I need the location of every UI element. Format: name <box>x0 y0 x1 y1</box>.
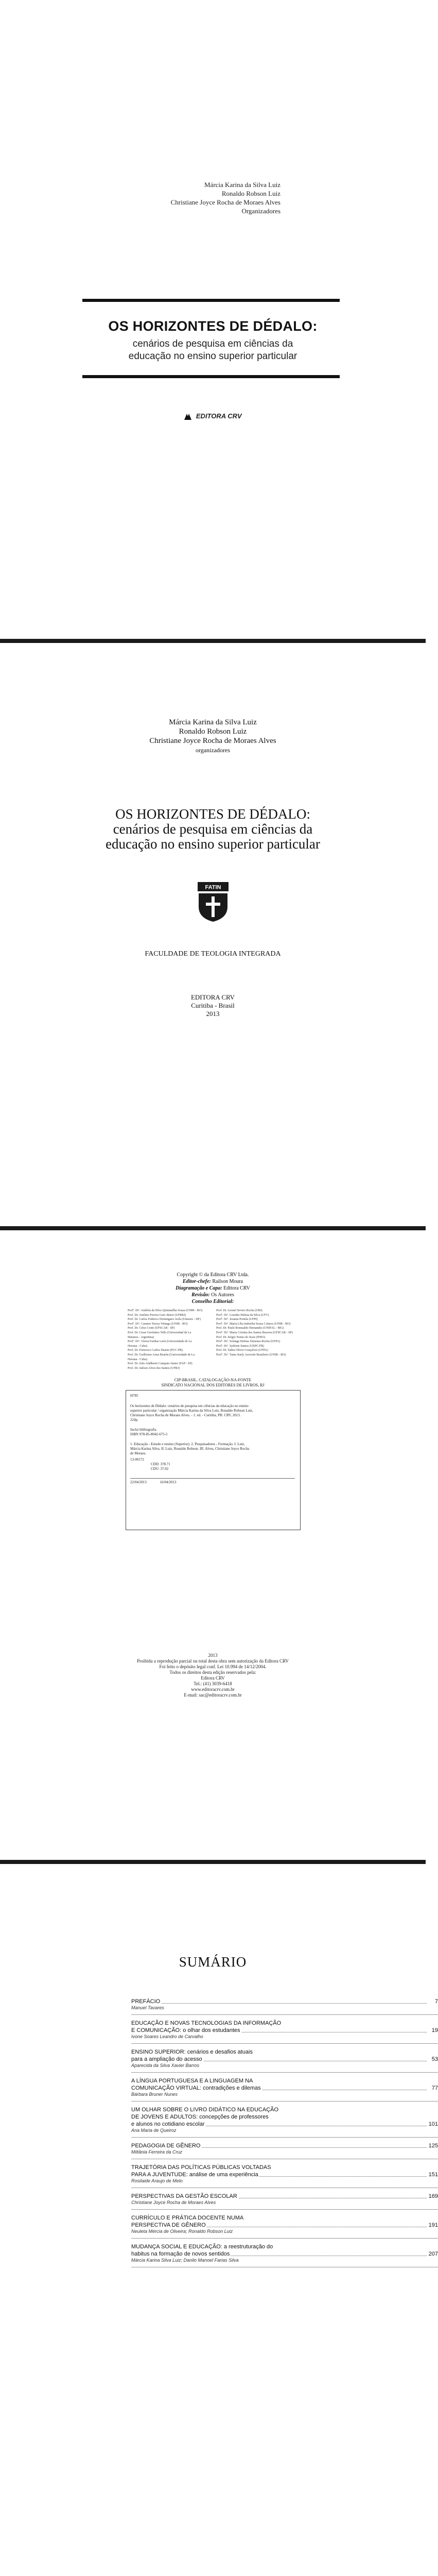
toc-entry-ensino-superior <box>131 2048 438 2069</box>
cip-subjects <box>130 1442 249 1456</box>
title-page-title <box>0 807 426 852</box>
toc-title: habitus na formação de novos sentidos <box>131 2251 230 2257</box>
toc-line <box>131 2048 438 2056</box>
footer-phone: Tel.: (41) 3039-6418 <box>194 1681 232 1686</box>
toc-separator <box>131 2209 438 2210</box>
board-member: Profª. Drª. Solange Helena Ximenes-Rocha (UFPA) <box>216 1340 281 1344</box>
board-member: Profª. Drª. Andréia da Silva Quintanilha Sousa (UNIR - RO) <box>128 1309 203 1312</box>
board-member: Profª. Drª. Tania Suely Azevedo Brasileiro (UNIR - RO) <box>216 1353 286 1357</box>
toc-title: DE JOVENS E ADULTOS: concepções de professores <box>131 2114 269 2120</box>
editorial-board-left <box>128 1309 213 1370</box>
fatin-logo-icon <box>198 882 229 922</box>
toc-entry-prefacio <box>131 1998 438 2011</box>
toc-author: Bárbara Bruner Nunes <box>131 2092 178 2097</box>
toc-page: 207 <box>428 2251 438 2257</box>
toc-title: EDUCAÇÃO E NOVAS TECNOLOGIAS DA INFORMAÇÃO <box>131 2020 282 2026</box>
toc-title: UM OLHAR SOBRE O LIVRO DIDÁTICO NA EDUCAÇÃO <box>131 2107 279 2113</box>
toc-author: Miltânia Ferreira da Cruz <box>131 2149 183 2155</box>
toc-line <box>131 2084 438 2092</box>
board-member: Profª. Drª. Josania Portela (UFPI) <box>216 1318 258 1321</box>
board-member: Matanza - Argentina) <box>128 1335 154 1339</box>
toc-title: CURRÍCULO E PRÁTICA DOCENTE NUMA <box>131 2215 244 2221</box>
toc-line <box>131 2243 438 2250</box>
toc-title: para a ampliação do acesso <box>131 2056 202 2062</box>
toc-page: 169 <box>428 2193 438 2199</box>
footer-reserved: Todos os direitos desta edição reservados pela: <box>169 1670 256 1675</box>
toc-entry-politicas-publicas <box>131 2164 438 2184</box>
toc-line <box>131 2113 438 2121</box>
toc-separator <box>131 2137 438 2138</box>
footer-deposit: Foi feito o depósito legal conf. Lei 10.994 de 14/12/2004. <box>159 1664 267 1669</box>
toc-line <box>131 2222 438 2229</box>
toc-title: E COMUNICAÇÃO: o olhar dos estudantes <box>131 2027 240 2033</box>
title-page-author-3: Christiane Joyce Rocha de Moraes Alves <box>149 737 276 745</box>
footer-website: www.editoracrv.com.br <box>191 1687 235 1692</box>
footer-publisher: Editora CRV <box>201 1675 225 1681</box>
editor-chief-label: Editor-chefe: <box>182 1279 211 1284</box>
copyright-footer <box>0 1653 426 1698</box>
board-member: Prof. Dr. Leonel Severo Rocha (URI) <box>216 1309 262 1312</box>
toc-line <box>131 2121 438 2128</box>
cip-subjects-line: de Moraes. <box>130 1451 147 1455</box>
cip-cdd-line: CDU: 37.02 <box>151 1467 169 1471</box>
cip-body-line: 224p. <box>130 1418 138 1422</box>
title-page-authors <box>0 718 426 755</box>
cover-page <box>0 0 426 639</box>
toc-line <box>131 2193 438 2200</box>
cover-subtitle <box>0 338 426 363</box>
board-member: Profª. Drª. Gloria Fariñas León (Universidade de La <box>128 1340 192 1344</box>
toc-line <box>131 2214 438 2222</box>
board-member: Prof. Dr. Paulo Romualdo Hernandes (UNIFAL - MG) <box>216 1327 284 1330</box>
toc-line <box>131 1998 438 2005</box>
toc-author: Ivone Soares Leandro de Carvalho <box>131 2034 203 2039</box>
cip-header-line-2: SINDICATO NACIONAL DOS EDITORES DE LIVROS, RJ <box>161 1383 265 1387</box>
editorial-board-right <box>216 1309 302 1358</box>
toc-separator <box>131 2101 438 2102</box>
toc-title: PERSPECTIVAS DA GESTÃO ESCOLAR <box>131 2193 237 2199</box>
toc-title: A LÍNGUA PORTUGUESA E A LINGUAGEM NA <box>131 2078 253 2084</box>
publisher-logo-icon <box>184 413 192 420</box>
board-member: Profª. Drª. Maria Cristina dos Santos Bezerra (UFSCAR - SP) <box>216 1331 293 1334</box>
cip-date-1: 22/04/2013 <box>130 1480 147 1484</box>
cip-code: H785 <box>130 1394 138 1398</box>
toc-title: MUDANÇA SOCIAL E EDUCAÇÃO: a reestruturação do <box>131 2244 273 2250</box>
toc-title: TRAJETÓRIA DAS POLÍTICAS PÚBLICAS VOLTADAS <box>131 2164 271 2171</box>
cip-body-line: Christiane Joyce Rocha de Moraes Alves. - 1. ed. - Curitiba, PR: CRV, 2013. <box>130 1413 241 1417</box>
toc-entry-educacao-tecnologias <box>131 2020 438 2040</box>
cip-isbn <box>130 1428 168 1437</box>
title-page-publisher: EDITORA CRV <box>190 993 235 1001</box>
cover-editor-1: Márcia Karina da Silva Luiz <box>204 181 281 189</box>
copyright-line: Copyright © da Editora CRV Ltda. <box>177 1272 249 1278</box>
page-divider-1 <box>0 639 426 643</box>
title-page-title-line-2: cenários de pesquisa em ciências da <box>113 821 313 837</box>
editor-chief-row <box>0 1278 426 1285</box>
title-page-imprint <box>0 993 426 1018</box>
board-member: Prof. Dr. Sérgio Nunes de Jesus (IFRO) <box>216 1335 266 1339</box>
board-member: Prof. Dr. João Adalberto Campato Junior (FAP - SP) <box>128 1362 192 1366</box>
copyright-header <box>0 1272 426 1305</box>
toc-separator <box>131 2043 438 2044</box>
toc-line <box>131 2164 438 2171</box>
board-member: Profª. Drª. Sydione Santos (UEPG PR) <box>216 1344 265 1348</box>
cip-isbn-line: Inclui bibliografia <box>130 1428 156 1432</box>
toc-line <box>131 2142 438 2149</box>
toc-title: ENSINO SUPERIOR: cenários e desafios atuais <box>131 2049 253 2055</box>
cover-editor-2: Ronaldo Robson Luiz <box>221 190 281 197</box>
cover-subtitle-line-1: cenários de pesquisa em ciências da <box>132 338 293 349</box>
toc-title: COMUNICAÇÃO VIRTUAL: contradições e dilemas <box>131 2085 261 2091</box>
page-divider-2 <box>0 1226 426 1230</box>
toc-author: Neuleta Mércia de Oliveira; Ronaldo Robson Luiz <box>131 2229 233 2234</box>
toc-line <box>131 2020 438 2027</box>
cover-editor-3: Christiane Joyce Rocha de Moraes Alves <box>170 198 281 206</box>
toc-title: PERSPECTIVA DE GÊNERO <box>131 2222 206 2228</box>
toc-author: Rosilaide Araujo de Melo <box>131 2178 183 2183</box>
toc-author: Manuel Tavares <box>131 2005 164 2010</box>
cover-publisher <box>0 412 426 420</box>
title-page-author-2: Ronaldo Robson Luiz <box>179 727 247 736</box>
board-member: Havana - Cuba) <box>128 1344 147 1348</box>
cover-subtitle-line-2: educação no ensino superior particular <box>128 351 297 362</box>
toc-separator <box>131 2072 438 2073</box>
toc-title: e alunos no cotidiano escolar <box>131 2121 205 2127</box>
review-label: Revisão: <box>191 1292 210 1298</box>
toc-entry-pedagogia-genero <box>131 2142 438 2155</box>
toc-entry-lingua-portuguesa <box>131 2077 438 2097</box>
toc-entry-curriculo <box>131 2214 438 2234</box>
board-member: Prof. Dr. Jailson Alves dos Santos (UFRJ) <box>128 1366 180 1370</box>
cip-body-line: superior particular / organização Márcia Karina da Silva Luiz, Ronaldo Robson Luiz, <box>130 1409 253 1413</box>
cip-isbn-line: ISBN 978-85-8042-675-5 <box>130 1432 168 1436</box>
review-row <box>0 1292 426 1298</box>
design-row <box>0 1285 426 1292</box>
cover-editors <box>171 180 281 215</box>
toc-title: PREFÁCIO <box>131 1998 161 2005</box>
toc-line <box>131 2171 438 2178</box>
toc-page: 7 <box>434 1998 438 2005</box>
toc-line <box>131 2250 438 2258</box>
cover-title: OS HORIZONTES DE DÉDALO: <box>108 318 318 334</box>
fatin-logo-text: FATIN <box>205 884 221 891</box>
toc-author: Ana Maria de Queiroz <box>131 2128 177 2133</box>
board-member: Prof. Dr. Francisco Carlos Duarte (PUC-PR) <box>128 1349 183 1352</box>
toc-page: 125 <box>428 2143 438 2149</box>
cip-subjects-line: Márcia Karina Silva. II. Luiz, Ronaldo Robson. III. Alves, Christiane Joyce Rocha <box>130 1447 250 1451</box>
cover-bottom-rule <box>82 375 340 378</box>
title-page-title-line-1: OS HORIZONTES DE DÉDALO: <box>115 806 310 822</box>
toc-entry-mudanca-social <box>131 2243 438 2263</box>
board-member: Prof. Dr. Carlos Federico Dominguez Avila (Unieuro - DF) <box>128 1318 201 1321</box>
title-page-author-1: Márcia Karina da Silva Luiz <box>169 718 257 726</box>
toc-page: 19 <box>431 2027 438 2033</box>
footer-email: E-mail: sac@editoracrv.com.br <box>184 1692 242 1698</box>
board-member: Prof. Dr. Cesar Gerónimo Tello (Universidad de La <box>128 1331 191 1334</box>
toc-separator <box>131 2014 438 2015</box>
cip-subjects-line: 1. Educação - Estudo e ensino (Superior). 2. Pesquisadores - Formação. I. Luiz, <box>130 1442 245 1446</box>
cip-cdd-line: CDD: 378.71 <box>151 1462 170 1466</box>
board-member: Prof. Dr. Celso Conti (UFSCAR - SP) <box>128 1327 175 1330</box>
board-member: Prof. Dr. Guillermo Arias Beatón (Universidade de La <box>128 1353 195 1357</box>
board-member: Profª. Drª. Lourdes Helena da Silva (UFV) <box>216 1313 269 1317</box>
title-page-year: 2013 <box>206 1010 220 1018</box>
toc-page: 101 <box>428 2121 438 2127</box>
design-label: Diagramação e Capa: <box>176 1285 222 1291</box>
design-value: Editora CRV <box>223 1285 250 1291</box>
title-page-faculty: FACULDADE DE TEOLOGIA INTEGRADA <box>145 950 281 958</box>
summary-page <box>0 1864 438 2576</box>
board-member: Profª. Drª. Carmen Tereza Velanga (UNIR - RO) <box>128 1322 188 1326</box>
editor-chief-value: Railson Moura <box>212 1279 243 1284</box>
page-divider-3 <box>0 1860 426 1864</box>
toc-page: 53 <box>431 2056 438 2062</box>
toc-line <box>131 2106 438 2113</box>
board-member: Prof. Dr. Tadeu Oliver Gonçalves (UFPA) <box>216 1349 268 1352</box>
cip-header-line-1: CIP-BRASIL. CATALOGAÇÃO-NA-FONTE <box>174 1378 252 1382</box>
cip-header <box>0 1378 426 1388</box>
toc-author: Aparecida da Silva Xavier Barros <box>131 2063 200 2068</box>
title-page-city: Curitiba - Brasil <box>191 1002 235 1009</box>
footer-year: 2013 <box>208 1653 218 1658</box>
cip-cdd-line: 13-00172 <box>130 1458 144 1462</box>
toc-title: PARA A JUVENTUDE: análise de uma experiência <box>131 2172 258 2178</box>
review-value: Os Autores <box>211 1292 234 1298</box>
footer-rights: Proibida a reprodução parcial ou total desta obra sem autorização da Editora CRV <box>137 1658 289 1664</box>
toc-page: 151 <box>428 2172 438 2178</box>
toc-author: Márcia Karina Silva Luiz; Danilo Manoel Farias Silva <box>131 2258 239 2263</box>
title-page-title-line-3: educação no ensino superior particular <box>106 836 320 852</box>
summary-title: SUMÁRIO <box>179 1954 247 1970</box>
cip-body <box>130 1404 253 1422</box>
cip-body-line: Os horizontes de Dédalo: cenários de pesquisa em ciências da educação no ensino <box>130 1404 249 1408</box>
toc-page: 191 <box>428 2222 438 2228</box>
cover-top-rule <box>82 299 340 302</box>
cip-cdd <box>130 1458 170 1471</box>
board-member: Havana - Cuba) <box>128 1358 147 1361</box>
toc-entry-gestao-escolar <box>131 2193 438 2206</box>
cip-record <box>126 1390 301 1530</box>
toc-line <box>131 2077 438 2084</box>
cover-publisher-name: EDITORA CRV <box>196 412 242 420</box>
cover-editors-role: Organizadores <box>241 207 281 215</box>
cip-dates <box>130 1478 295 1485</box>
cip-date-2: 16/04/2013 <box>160 1480 177 1484</box>
board-member: Prof. Dr. Antônio Pereira Gaio Júnior (UFRRJ) <box>128 1313 186 1317</box>
toc-title: PEDAGOGIA DE GÊNERO <box>131 2143 201 2149</box>
toc-line <box>131 2027 438 2034</box>
toc-separator <box>131 2238 438 2239</box>
copyright-page <box>0 1230 426 1860</box>
toc-author: Christiane Joyce Rocha de Moraes Alves <box>131 2200 216 2205</box>
toc-page: 77 <box>431 2085 438 2091</box>
toc-entry-livro-didatico <box>131 2106 438 2133</box>
title-page-authors-role: organizadores <box>195 747 231 754</box>
toc-line <box>131 2056 438 2063</box>
board-member: Profª. Drª. Maria Lília Imbiriba Sousa Colares (UNIR - RO) <box>216 1322 291 1326</box>
toc-leader <box>131 2003 427 2004</box>
board-label: Conselho Editorial: <box>191 1299 234 1304</box>
title-page <box>0 643 426 1226</box>
